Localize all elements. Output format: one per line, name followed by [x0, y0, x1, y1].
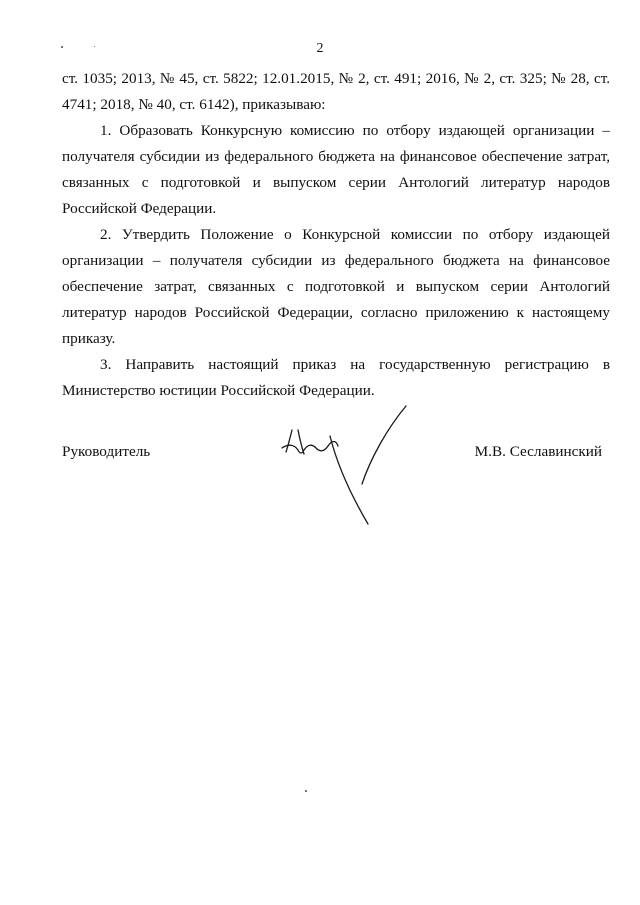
order-item-1: 1. Образовать Конкурсную комиссию по отбору издающей организации – получателя субсидии из федерального бюджета на финансовое обеспечение затрат, связанных с подготовкой и выпуском серии Антологий литератур народов Российской Федерации.: [62, 122, 610, 217]
handwritten-signature: [278, 400, 418, 540]
signatory-name: М.В. Сеславинский: [474, 443, 602, 460]
scan-speck: [305, 790, 307, 792]
intro-paragraph: ст. 1035; 2013, № 45, ст. 5822; 12.01.2015, № 2, ст. 491; 2016, № 2, ст. 325; № 28, ст. 4741; 2018, № 40, ст. 6142), приказываю:: [62, 70, 610, 113]
signatory-role: Руководитель: [62, 443, 151, 460]
order-item-3: 3. Направить настоящий приказ на государственную регистрацию в Министерство юстиции Российской Федерации.: [62, 356, 610, 399]
order-item-2: 2. Утвердить Положение о Конкурсной комиссии по отбору издающей организации – получателя субсидии из федерального бюджета на финансовое обеспечение затрат, связанных с подготовкой и выпуском серии Антологий литератур народов Российской Федерации, согласно приложению к настоящему приказу.: [62, 226, 610, 347]
page-number: 2: [316, 41, 324, 56]
